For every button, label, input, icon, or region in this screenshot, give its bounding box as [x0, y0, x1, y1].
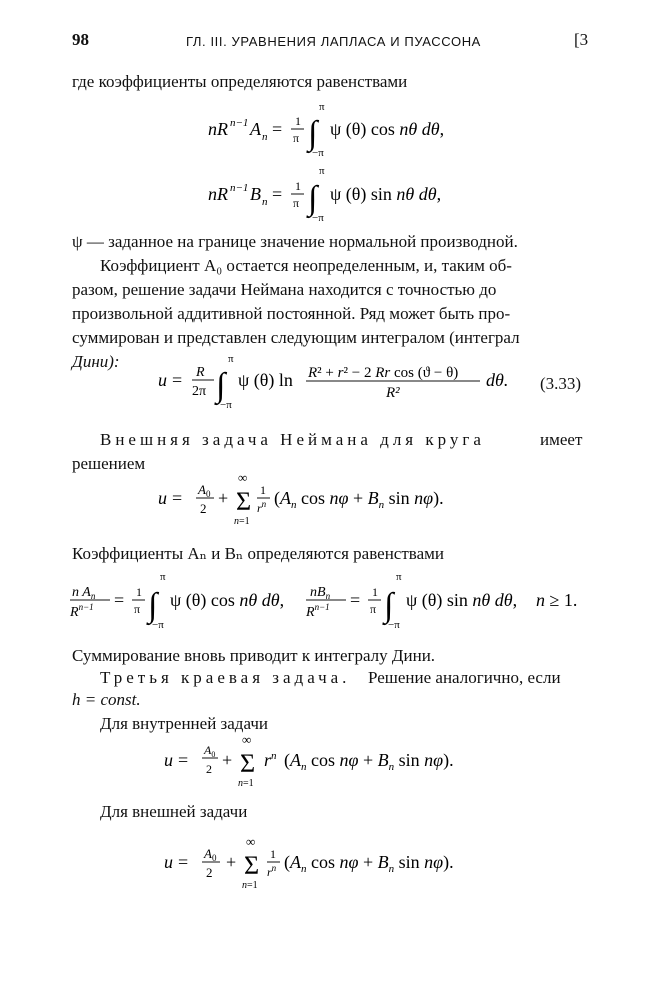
svg-text:R: R — [196, 365, 205, 380]
third-problem-condition: h = const. — [72, 690, 141, 709]
svg-text:π: π — [160, 571, 166, 583]
svg-text:1: 1 — [136, 585, 142, 599]
svg-text:(An cos nφ + Bn sin nφ).: ($A_n$ $\cos n\varphi + B_n$ sin nφ). — [284, 750, 454, 773]
svg-text:ψ (θ) cos nθ dθ,: ψ (θ) cos nθ dθ, — [170, 590, 285, 610]
svg-text:=: = — [172, 370, 183, 390]
svg-text:π: π — [396, 571, 402, 583]
page-number: 98 — [72, 30, 89, 49]
svg-text:n: n — [262, 196, 268, 208]
svg-text:n−1: n−1 — [230, 182, 249, 194]
svg-text:1: 1 — [295, 114, 301, 128]
svg-text:=: = — [350, 590, 361, 610]
svg-text:A0: $A_0$ — [198, 482, 211, 499]
svg-text:∫: ∫ — [216, 367, 226, 404]
svg-text:1: 1 — [260, 483, 266, 497]
svg-text:−π: −π — [152, 619, 164, 631]
svg-text:rn: $r^n$ — [267, 863, 277, 879]
svg-text:−π: −π — [312, 147, 324, 159]
svg-text:ψ (θ) ln: ψ (θ) ln — [238, 370, 293, 390]
external-heading-tail: имеет — [540, 430, 583, 449]
formula-a-coeff — [200, 98, 480, 160]
svg-text:u: u — [158, 370, 167, 390]
running-header: ГЛ. III. УРАВНЕНИЯ ЛАПЛАСА И ПУАССОНА — [186, 34, 481, 49]
svg-text:−π: −π — [312, 212, 324, 224]
svg-text:u: u — [164, 750, 173, 770]
svg-text:Rn−1: $R^{n-1}$ — [306, 602, 330, 620]
svg-text:∫: ∫ — [384, 587, 394, 624]
svg-text:A: A — [250, 119, 261, 139]
svg-text:n=1: n=1 — [238, 778, 254, 789]
summation-line: Суммирование вновь приводит к интегралу Дини. — [72, 646, 436, 665]
svg-text:n−1: n−1 — [230, 117, 249, 129]
svg-text:=: = — [172, 488, 183, 508]
svg-text:−π: −π — [388, 619, 400, 631]
formula-dini-integral — [150, 350, 590, 420]
svg-text:π: π — [134, 602, 141, 616]
svg-text:R²: R² — [386, 385, 400, 401]
svg-text:2π: 2π — [192, 384, 207, 399]
formula-b-coeff — [200, 160, 480, 226]
svg-text:ψ (θ) sin nθ dθ,: ψ (θ) sin nθ dθ, — [406, 590, 518, 610]
svg-text:n=1: n=1 — [242, 880, 258, 891]
svg-text:nBn: $nB_n$ — [310, 585, 331, 601]
svg-text:u: u — [158, 488, 167, 508]
svg-text:rn: $r^n$ — [264, 750, 277, 770]
svg-text:=: = — [178, 750, 189, 770]
svg-text:+: + — [226, 852, 237, 872]
formula-internal-series — [156, 730, 516, 796]
svg-text:π: π — [228, 353, 234, 365]
svg-text:ψ (θ) cos nθ dθ,: ψ (θ) cos nθ dθ, — [330, 119, 445, 139]
formula-external-coefficients — [66, 566, 606, 634]
svg-text:1: 1 — [372, 585, 378, 599]
svg-text:π: π — [319, 101, 325, 113]
svg-text:−π: −π — [220, 399, 232, 411]
svg-text:1: 1 — [270, 847, 276, 861]
svg-text:2: 2 — [206, 865, 213, 880]
svg-text:R² + r² − 2 Rr cos (ϑ − θ): R² + r² − 2 Rr cos (ϑ − θ) — [308, 365, 459, 381]
svg-text:+: + — [222, 750, 233, 770]
para1-line1: ψ — заданное на границе значение нормальной производной. — [72, 232, 518, 251]
para1-line3: разом, решение задачи Неймана находится с точностью до — [72, 280, 497, 299]
svg-text:(An cos nφ + Bn sin nφ).: ($A_n$ $\cos n\varphi + B_n$ sin nφ). — [274, 488, 444, 511]
svg-text:π: π — [293, 131, 300, 145]
formula-external-series-2 — [156, 832, 516, 896]
para1-line5: суммирован и представлен следующим интегралом (интеграл — [72, 328, 520, 347]
svg-text:∫: ∫ — [148, 587, 158, 624]
svg-text:n: n — [262, 131, 268, 143]
coeff-intro-line: где коэффициенты определяются равенствами — [72, 72, 408, 91]
svg-text:2: 2 — [206, 762, 212, 776]
svg-text:=: = — [178, 852, 189, 872]
svg-text:=: = — [114, 590, 125, 610]
para1-line4: произвольной аддитивной постоянной. Ряд может быть про- — [72, 304, 511, 323]
svg-text:1: 1 — [295, 179, 301, 193]
svg-text:π: π — [293, 196, 300, 210]
svg-text:∫: ∫ — [308, 180, 318, 217]
internal-problem-label: Для внутренней задачи — [100, 714, 268, 733]
external-solution-word: решением — [72, 454, 146, 473]
svg-text:+: + — [218, 488, 229, 508]
svg-text:rn: $r^n$ — [257, 499, 267, 515]
svg-text:=: = — [272, 119, 283, 139]
svg-text:nR: nR — [208, 119, 228, 139]
svg-text:n=1: n=1 — [234, 516, 250, 527]
para1-line2: Коэффициент A₀ остается неопределенным, и, таким об- — [100, 256, 512, 275]
coefficients-line: Коэффициенты Aₙ и Bₙ определяются равенствами — [72, 544, 444, 563]
svg-text:Σ: Σ — [240, 749, 256, 778]
equation-number: (3.33) — [540, 374, 582, 393]
svg-text:∫: ∫ — [308, 115, 318, 152]
svg-text:nR: nR — [208, 184, 228, 204]
svg-text:Σ: Σ — [244, 851, 260, 880]
svg-text:(An cos nφ + Bn sin nφ).: ($A_n$ $\cos n\varphi + B_n$ sin nφ). — [284, 852, 454, 875]
svg-text:∞: ∞ — [242, 732, 252, 747]
svg-text:n An: n $A_n$ — [72, 585, 96, 601]
svg-text:u: u — [164, 852, 173, 872]
svg-text:=: = — [272, 184, 283, 204]
svg-text:π: π — [319, 165, 325, 177]
svg-text:B: B — [250, 184, 261, 204]
para1-line6: Дини): — [72, 352, 120, 371]
svg-text:A0: $A_0$ — [204, 743, 216, 759]
third-problem-heading: Третья краевая задача. — [100, 668, 351, 687]
third-problem-rest: Решение аналогично, если — [368, 668, 561, 687]
external-problem-label: Для внешней задачи — [100, 802, 248, 821]
svg-text:Σ: Σ — [236, 487, 252, 516]
section-mark: [3 — [574, 30, 589, 49]
svg-text:A0: $A_0$ — [204, 846, 217, 863]
svg-text:dθ.: dθ. — [486, 370, 509, 390]
svg-text:∞: ∞ — [238, 470, 248, 485]
svg-text:n ≥ 1.: n ≥ 1. — [536, 590, 578, 610]
svg-text:2: 2 — [200, 501, 207, 516]
svg-text:Rn−1: $R^{n-1}$ — [70, 602, 94, 620]
svg-text:ψ (θ) sin nθ dθ,: ψ (θ) sin nθ dθ, — [330, 184, 442, 204]
svg-text:π: π — [370, 602, 377, 616]
svg-text:∞: ∞ — [246, 834, 256, 849]
external-neumann-heading: Внешняя задача Неймана для круга — [100, 430, 485, 449]
formula-external-series — [150, 468, 530, 532]
